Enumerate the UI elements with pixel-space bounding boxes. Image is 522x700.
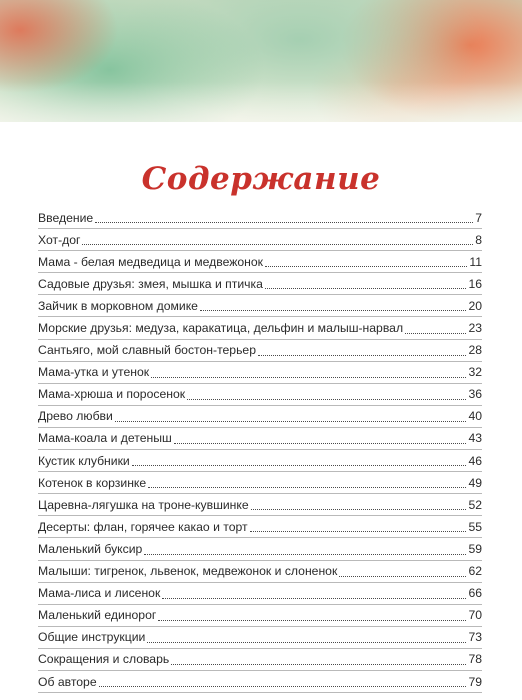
table-of-contents [38,207,482,693]
toc-entry-label: Малыши: тигренок, львенок, медвежонок и слоненок [38,564,338,579]
toc-entry-page: 8 [475,232,482,247]
toc-entry-label: Мама-хрюша и поросенок [38,387,186,402]
toc-entry-page: 40 [468,409,482,424]
toc-entry-page: 43 [468,431,482,446]
toc-entry[interactable] [38,561,482,582]
dot-leader [151,373,466,378]
toc-entry-page: 59 [468,541,482,556]
toc-entry[interactable] [38,649,482,670]
toc-entry-page: 70 [468,608,482,623]
dot-leader [258,351,466,356]
toc-entry-page: 49 [468,475,482,490]
toc-entry-label: Маленький единорог [38,608,157,623]
toc-entry-page: 7 [475,210,482,225]
dot-leader [147,638,466,643]
toc-entry[interactable] [38,450,482,471]
toc-entry-label: Мама - белая медведица и медвежонок [38,254,264,269]
dot-leader [132,461,467,466]
toc-entry[interactable] [38,295,482,316]
toc-entry[interactable] [38,340,482,361]
toc-entry[interactable] [38,229,482,250]
dot-leader [251,505,467,510]
toc-entry[interactable] [38,671,482,692]
toc-entry-label: Морские друзья: медуза, каракатица, дельфин и малыш-нарвал [38,321,404,336]
toc-entry-page: 79 [468,674,482,689]
toc-entry[interactable] [38,605,482,626]
toc-entry-page: 66 [468,586,482,601]
toc-entry[interactable] [38,362,482,383]
toc-entry-page: 78 [468,652,482,667]
dot-leader [99,682,467,687]
toc-entry[interactable] [38,428,482,449]
dot-leader [339,572,466,577]
dot-leader [95,218,473,223]
toc-entry-page: 28 [468,343,482,358]
page-title: Содержание [141,161,381,197]
dot-leader [200,306,467,311]
toc-entry-page: 16 [468,276,482,291]
toc-entry-label: Общие инструкции [38,630,146,645]
toc-entry-label: Царевна-лягушка на троне-кувшинке [38,497,249,512]
toc-entry-label: Мама-лиса и лисенок [38,586,161,601]
toc-entry[interactable] [38,627,482,648]
toc-entry-label: Сокращения и словарь [38,652,170,667]
toc-entry-label: Зайчик в морковном домике [38,298,198,313]
dot-leader [158,616,466,621]
toc-entry-page: 52 [468,497,482,512]
toc-entry-page: 20 [468,298,482,313]
toc-entry-label: Сантьяго, мой славный бостон-терьер [38,343,256,358]
toc-entry[interactable] [38,516,482,537]
toc-entry-page: 73 [468,630,482,645]
toc-entry[interactable] [38,538,482,559]
dot-leader [265,262,467,267]
toc-entry[interactable] [38,317,482,338]
dot-leader [171,660,466,665]
toc-entry-label: Мама-коала и детеныш [38,431,172,446]
toc-entry-label: Древо любви [38,409,113,424]
toc-entry-page: 62 [468,564,482,579]
dot-leader [250,527,467,532]
dot-leader [265,284,467,289]
toc-entry-label: Десерты: флан, горячее какао и торт [38,519,248,534]
dot-leader [144,550,466,555]
dot-leader [162,594,466,599]
toc-entry-label: Мама-утка и утенок [38,365,150,380]
toc-entry[interactable] [38,207,482,228]
toc-entry-page: 23 [468,321,482,336]
toc-entry-page: 32 [468,365,482,380]
dot-leader [82,240,473,245]
toc-entry[interactable] [38,472,482,493]
toc-entry-label: Садовые друзья: змея, мышка и птичка [38,276,263,291]
toc-entry-page: 55 [468,519,482,534]
toc-entry-label: Кустик клубники [38,453,130,468]
toc-entry-page: 36 [468,387,482,402]
dot-leader [187,395,466,400]
toc-entry-label: Введение [38,210,94,225]
toc-entry-label: Об авторе [38,674,97,689]
toc-entry-page: 11 [469,254,482,269]
toc-entry-page: 46 [468,453,482,468]
toc-entry[interactable] [38,273,482,294]
toc-entry-label: Котенок в корзинке [38,475,147,490]
toc-entry-label: Маленький буксир [38,541,143,556]
toc-entry-label: Хот-дог [38,232,81,247]
toc-entry[interactable] [38,406,482,427]
dot-leader [405,329,466,334]
dot-leader [148,483,466,488]
dot-leader [174,439,467,444]
toc-entry[interactable] [38,583,482,604]
toc-entry[interactable] [38,384,482,405]
dot-leader [115,417,467,422]
cover-illustration-banner [0,0,522,122]
divider [38,692,482,693]
toc-entry[interactable] [38,494,482,515]
toc-entry[interactable] [38,251,482,272]
